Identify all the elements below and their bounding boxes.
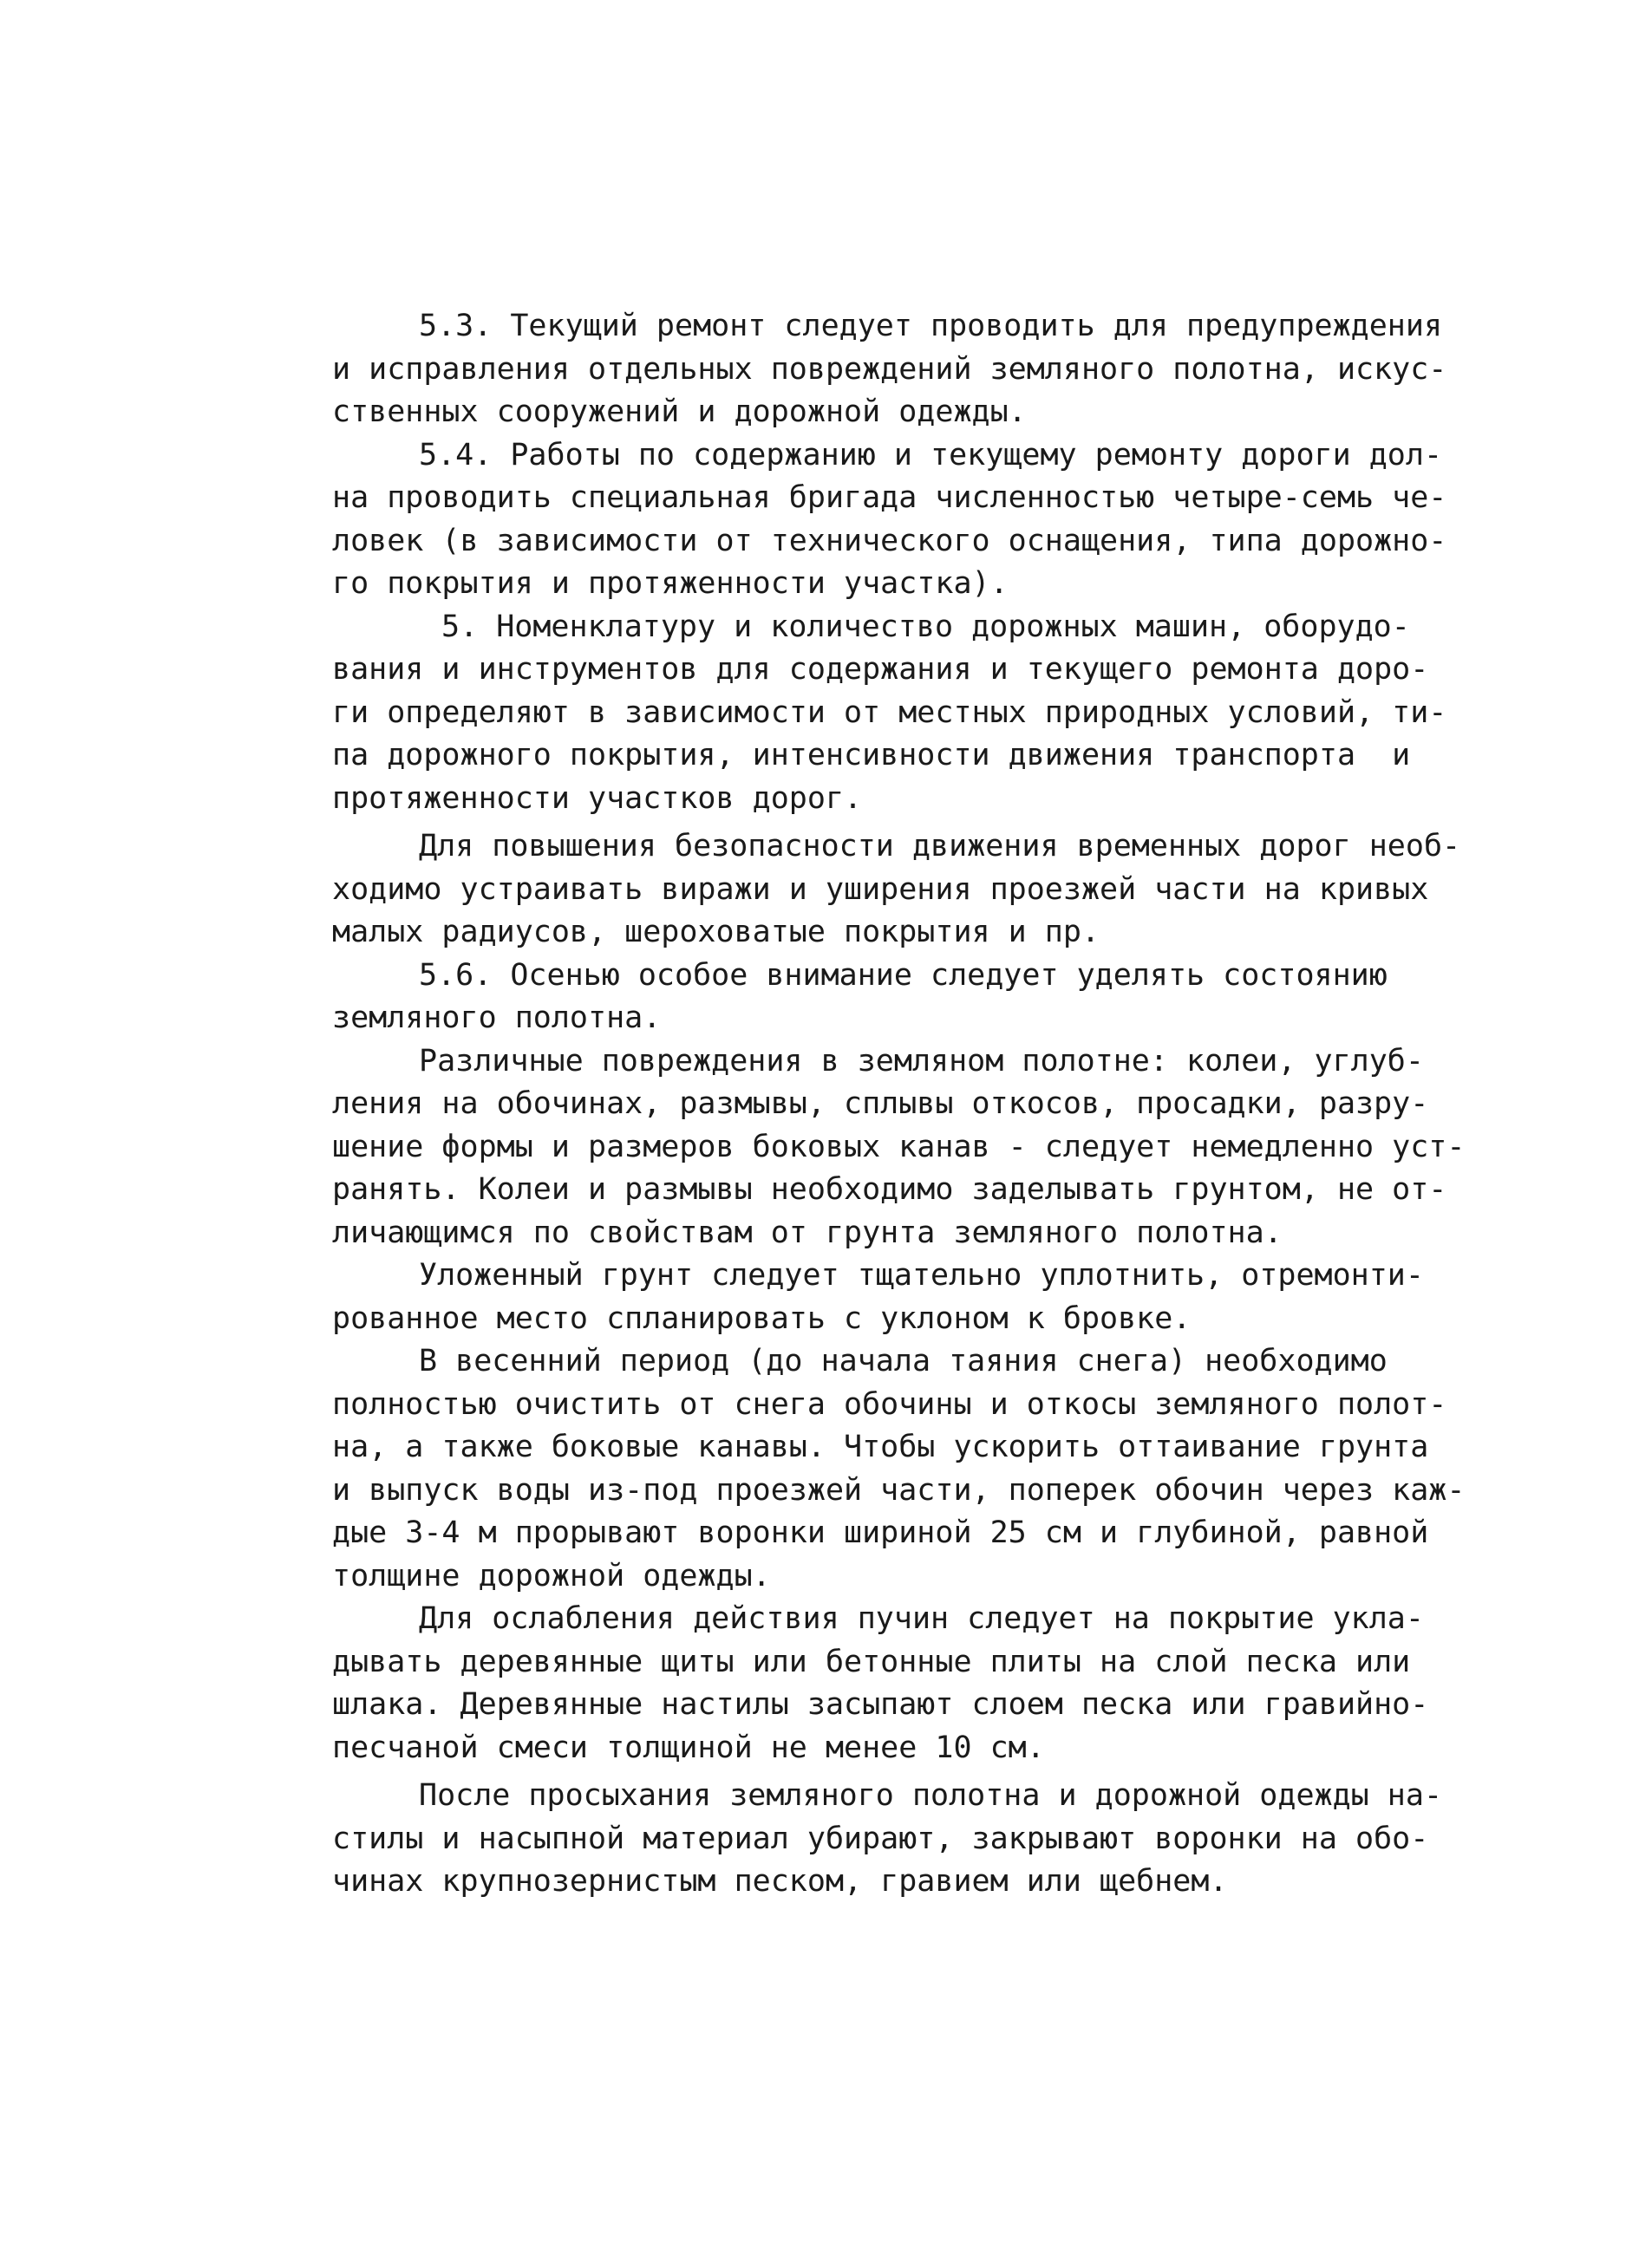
- text-line: После просыхания земляного полотна и дорожной одежды на-: [419, 1778, 1443, 1813]
- text-line: 5.3. Текущий ремонт следует проводить для предупреждения: [419, 309, 1443, 343]
- text-line: 5. Номенклатуру и количество дорожных машин, оборудо-: [441, 609, 1410, 644]
- text-line: Уложенный грунт следует тщательно уплотнить, отремонти-: [419, 1258, 1424, 1293]
- text-line: земляного полотна.: [332, 1000, 662, 1035]
- text-line: дые 3-4 м прорывают воронки шириной 25 см и глубиной, равной: [332, 1515, 1429, 1550]
- text-line: шение формы и размеров боковых канав - следует немедленно уст-: [332, 1129, 1466, 1164]
- text-line: малых радиусов, шероховатые покрытия и пр.: [332, 915, 1100, 949]
- text-line: Для ослабления действия пучин следует на покрытие укла-: [419, 1601, 1424, 1636]
- text-line: на, а также боковые канавы. Чтобы ускорить оттаивание грунта: [332, 1430, 1429, 1464]
- text-line: ги определяют в зависимости от местных природных условий, ти-: [332, 694, 1447, 730]
- text-line: ления на обочинах, размывы, сплывы откосов, просадки, разру-: [332, 1086, 1429, 1121]
- text-line: Различные повреждения в земляном полотне: колеи, углуб-: [419, 1043, 1424, 1079]
- text-line: личающимся по свойствам от грунта земляного полотна.: [332, 1215, 1283, 1250]
- text-line: рованное место спланировать с уклоном к бровке.: [332, 1300, 1192, 1336]
- text-line: дывать деревянные щиты или бетонные плиты на слой песка или: [332, 1644, 1411, 1679]
- text-line: ственных сооружений и дорожной одежды.: [332, 394, 1027, 429]
- text-line: ловек (в зависимости от технического оснащения, типа дорожно-: [332, 523, 1447, 558]
- text-line: песчаной смеси толщиной не менее 10 см.: [332, 1730, 1045, 1765]
- text-line: го покрытия и протяженности участка).: [332, 566, 1009, 601]
- text-line: 5.4. Работы по содержанию и текущему ремонту дороги дол-: [419, 437, 1443, 472]
- text-line: и исправления отдельных повреждений земляного полотна, искус-: [332, 351, 1447, 387]
- text-line: В весенний период (до начала таяния снега) необходимо: [419, 1344, 1388, 1378]
- text-line: толщине дорожной одежды.: [332, 1558, 771, 1593]
- text-line: ранять. Колеи и размывы необходимо заделывать грунтом, не от-: [332, 1172, 1447, 1207]
- text-line: и выпуск воды из-под проезжей части, поперек обочин через каж-: [332, 1472, 1466, 1508]
- text-line: на проводить специальная бригада численностью четыре-семь че-: [332, 480, 1447, 515]
- text-line: стилы и насыпной материал убирают, закрывают воронки на обо-: [332, 1821, 1429, 1856]
- text-line: вания и инструментов для содержания и текущего ремонта доро-: [332, 652, 1429, 687]
- text-line: полностью очистить от снега обочины и откосы земляного полот-: [332, 1386, 1447, 1422]
- text-line: Для повышения безопасности движения временных дорог необ-: [419, 829, 1461, 864]
- text-line: протяженности участков дорог.: [332, 780, 863, 816]
- text-line: шлака. Деревянные настилы засыпают слоем песка или гравийно-: [332, 1687, 1429, 1722]
- text-line: чинах крупнозернистым песком, гравием или щебнем.: [332, 1864, 1228, 1899]
- text-line: ходимо устраивать виражи и уширения проезжей части на кривых: [332, 871, 1429, 907]
- text-line: па дорожного покрытия, интенсивности движения транспорта и: [332, 738, 1411, 772]
- document-body: [332, 305, 1466, 1904]
- text-line: 5.6. Осенью особое внимание следует уделять состоянию: [419, 957, 1388, 993]
